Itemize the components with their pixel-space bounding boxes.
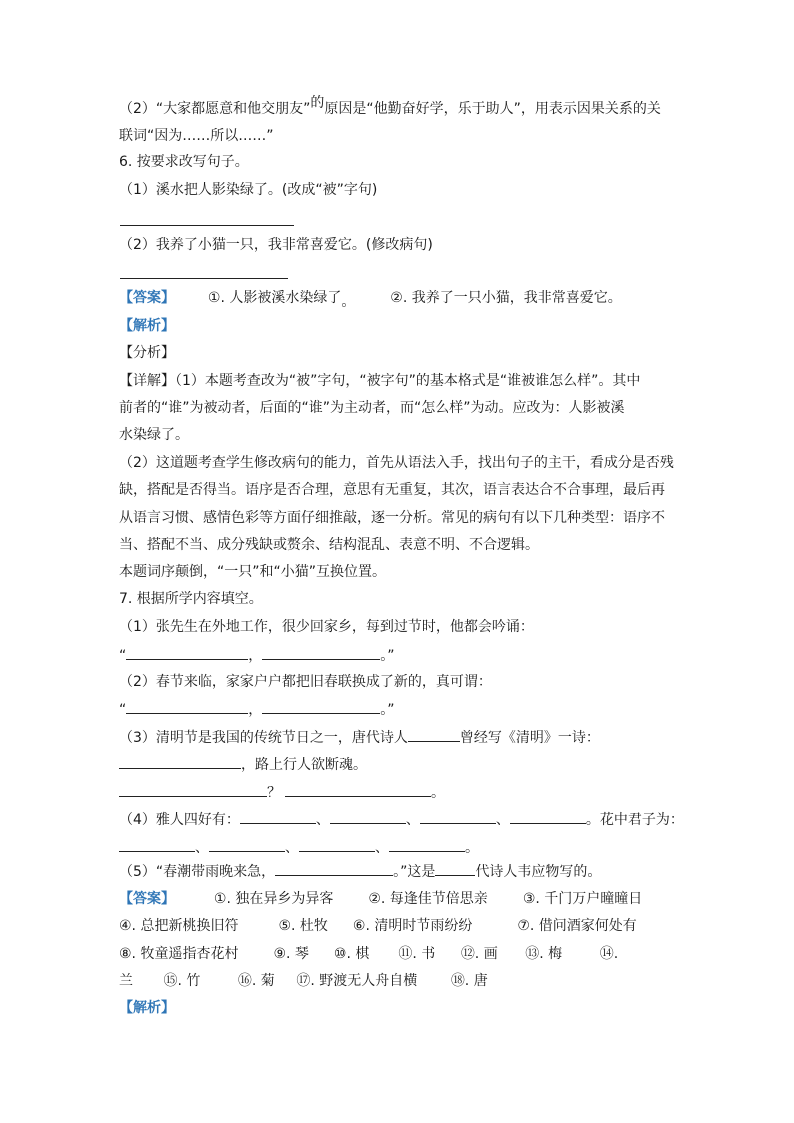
q7-item2: （2）春节来临，家家户户都把旧春联换成了新的，真可谓： [119,674,492,690]
q7-answer-row-3: ⑧. 牧童遥指杏花村 ⑨. 琴 ⑩. 棋 ⑪. 书 ⑫. 画 ⑬. 梅 ⑭. [119,946,619,962]
answer-tag: 【答案】 [119,891,175,907]
q7-item2-blanks: “ ， 。” [119,699,395,720]
q6-detail-line-8: 本题词序颠倒，“一只”和“小猫”互换位置。 [119,564,387,580]
q7-item5: （5）“春潮带雨晚来急， 。”这是 代诗人韦应物写的。 [119,861,601,882]
q7-item3-line3: ？ 。 [119,782,445,803]
q7-item1-blanks: “ ， 。” [119,645,395,666]
q7-jiexi-tag: 【解析】 [119,1000,175,1016]
q7-title: 7. 根据所学内容填空。 [119,591,263,607]
q6-detail-line-5: 缺，搭配是否得当。语序是否合理，意思有无重复，其次，语言表达合不合事理，最后再 [119,482,665,498]
q6-detail-line-1: 【详解】（1）本题考查改为“被”字句，“被字句”的基本格式是“谁被谁怎么样”。其中 [119,373,641,389]
q6-answer2: ②. 我养了一只小猫，我非常喜爱它。 [390,290,622,306]
q6-detail-line-7: 当、搭配不当、成分残缺或赘余、结构混乱、表意不明、不合逻辑。 [119,537,539,553]
q7-answer-row-1: 【答案】 ①. 独在异乡为异客 ②. 每逢佳节倍思亲 ③. 千门万户曈曈日 [119,891,643,907]
q6-answer1: ①. 人影被溪水染绿了 [207,290,342,306]
q7-answer-row-2: ④. 总把新桃换旧符 ⑤. 杜牧 ⑥. 清明时节雨纷纷 ⑦. 借问酒家何处有 [119,918,637,934]
q6-blank2 [120,278,288,279]
q6-detail-line-2: 前者的“谁”为被动者，后面的“谁”为主动者，而“怎么样”为动。应改为：人影被溪 [119,400,625,416]
q7-item3-line2: ，路上行人欲断魂。 [119,754,367,775]
q7-item3: （3）清明节是我国的传统节日之一，唐代诗人 曾经写《清明》一诗： [119,727,600,748]
q7-item1: （1）张先生在外地工作，很少回家乡，每到过节时，他都会吟诵： [119,619,534,635]
q6-title: 6. 按要求改写句子。 [119,154,249,170]
q6-fenxi-tag: 【分析】 [119,345,175,361]
answer-tag: 【答案】 [119,290,175,306]
q6-item2: （2）我养了小猫一只，我非常喜爱它。(修改病句) [119,237,433,253]
q6-detail-line-4: （2）这道题考查学生修改病句的能力，首先从语法入手，找出句子的主干，看成分是否残 [119,455,674,471]
q6-answer-line: 【答案】 ①. 人影被溪水染绿了。 ②. 我养了一只小猫，我非常喜爱它。 [119,290,622,310]
q6-detail-line-3: 水染绿了。 [119,427,189,443]
q6-detail-line-6: 从语言习惯、感情色彩等方面仔细推敲，逐一分析。常见的病句有以下几种类型：语序不 [119,510,665,526]
q6-item1: （1）溪水把人影染绿了。(改成“被”字句) [119,182,378,198]
q7-item4: （4）雅人四好有： 、 、 、 。花中君子为： [119,809,684,830]
q5-2-line2: 联词“因为……所以……” [119,128,274,144]
q6-jiexi-tag: 【解析】 [119,318,175,334]
q6-blank1 [120,225,294,226]
q7-answer-row-4: 兰 ⑮. 竹 ⑯. 菊 ⑰. 野渡无人舟自横 ⑱. 唐 [119,973,488,989]
q7-item4-line2: 、 、 、 。 [119,837,479,858]
q5-2-line1: （2）“大家都愿意和他交朋友”的原因是“他勤奋好学，乐于助人”，用表示因果关系的关 [119,95,661,117]
